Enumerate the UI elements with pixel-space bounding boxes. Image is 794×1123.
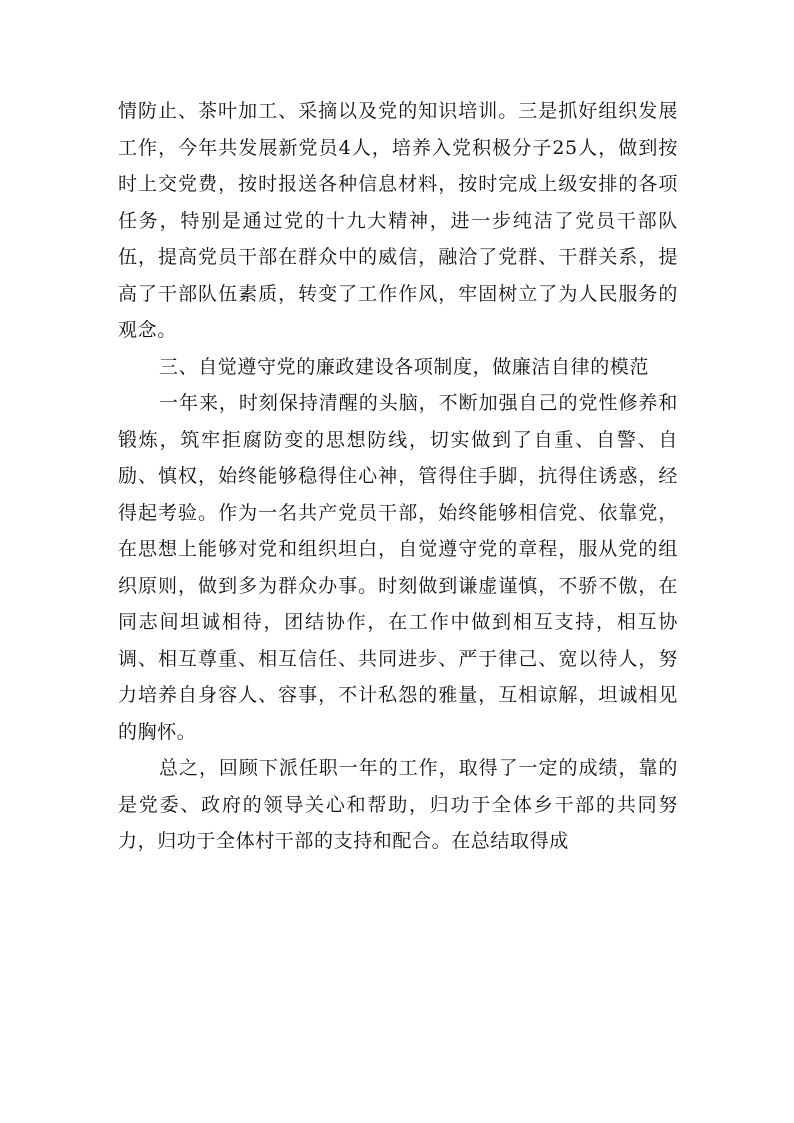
paragraph-continuation: 情防止、茶叶加工、采摘以及党的知识培训。三是抓好组织发展工作，今年共发展新党员4人，培养入党积极分子25人，做到按时上交党费，按时报送各种信息材料，按时完成上级安排的各项任务，特别是通过党的十九大精神，进一步纯洁了党员干部队伍，提高党员干部在群众中的威信，融洽了党群、干群关系，提高了干部队伍素质，转变了工作作风，牢固树立了为人民服务的观念。 (118, 100, 678, 341)
paragraph-integrity: 一年来，时刻保持清醒的头脑，不断加强自己的党性修养和锻炼，筑牢拒腐防变的思想防线，切实做到了自重、自警、自励、慎权，始终能够稳得住心神，管得住手脚，抗得住诱惑，经得起考验。作为一名共产党员干部，始终能够相信党、依靠党，在思想上能够对党和组织坦白，自觉遵守党的章程，服从党的组织原则，做到多为群众办事。时刻做到谦虚谨慎，不骄不傲，在同志间坦诚相待，团结协作，在工作中做到相互支持，相互协调、相互尊重、相互信任、共同进步、严于律己、宽以待人，努力培养自身容人、容事，不计私怨的雅量，互相谅解，坦诚相见的胸怀。 (118, 392, 678, 743)
section-heading-three: 三、自觉遵守党的廉政建设各项制度，做廉洁自律的模范 (159, 355, 650, 378)
paragraph-summary: 总之，回顾下派任职一年的工作，取得了一定的成绩，靠的是党委、政府的领导关心和帮助，归功于全体乡干部的共同努力，归功于全体村干部的支持和配合。在总结取得成 (118, 757, 678, 852)
document-body (118, 93, 678, 860)
